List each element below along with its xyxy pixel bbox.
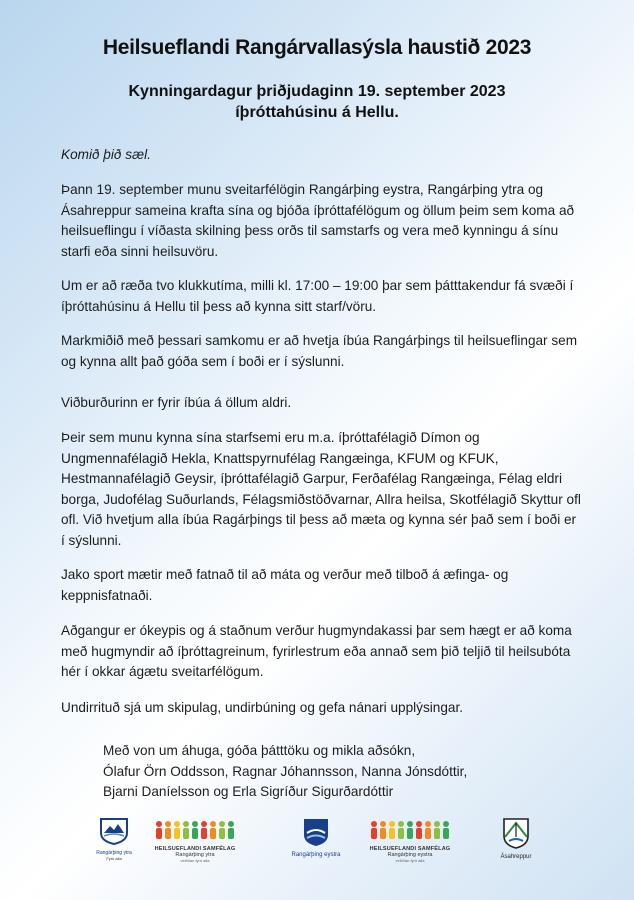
heilsueflandi-ytra-logo	[150, 819, 240, 863]
paragraph-time	[61, 276, 581, 317]
paragraph-goal	[61, 331, 581, 372]
logo-tagline: Fyrir alla	[106, 856, 122, 861]
rangarthing-ytra-logo	[92, 817, 136, 861]
paragraph-organizers	[61, 698, 581, 719]
logo-caption: Rangárþing eystra	[291, 852, 341, 858]
paragraph-text: Viðburðurinn er fyrir íbúa á öllum aldri.	[61, 395, 292, 410]
heilsueflandi-eystra-logo	[365, 819, 455, 863]
paragraph-text: Þeir sem munu kynna sína starfsemi eru m.a. íþróttafélagið Dímon og Ungmennafélagið Hekla, Knattspyrnufélag Rangæinga, KFUM og KFUK, Hestmannafélagið Geysir, íþróttafélagið Garpur, Ferðafélag Rangæinga, Félag eldri borga, Judofélag Suðurlands, Félagsmiðstöðvarnar, Allra heilsa, Skotfélagið Skyttur ofl ofl. Við hvetjum alla íbúa Ragárþings til þess að mæta og kynna sér það sem í boði er í sýslunni.	[61, 430, 581, 548]
asahreppur-logo	[496, 817, 536, 860]
logo-tagline: vellíðan fyrir alla	[180, 858, 210, 863]
paragraph-text: Þann 19. september munu sveitarfélögin Rangárþing eystra, Rangárþing ytra og Ásahreppur sameina krafta sína og bjóða íþróttafélögum og öllum þeim sem koma að heilsueflingu í víðasta skilning þess orðs til samstarfs og vera með kynningu á sínu starfi eða sinni heilsuvöru.	[61, 182, 575, 259]
signature-line: Ólafur Örn Oddsson, Ragnar Jóhannsson, Nanna Jónsdóttir,	[103, 763, 468, 779]
logo-strip	[0, 815, 634, 885]
rangarthing-ytra-emblem-icon	[99, 817, 129, 845]
signature-line: Bjarni Daníelsson og Erla Sigríður Sigurðardóttir	[103, 784, 394, 799]
paragraph-jako	[61, 565, 581, 606]
page-title: Heilsueflandi Rangárvallasýsla haustið 2023	[102, 36, 532, 59]
people-figures-icon	[368, 819, 452, 841]
people-figures-icon	[153, 819, 237, 841]
paragraph-audience	[61, 393, 581, 414]
paragraph-intro	[61, 180, 581, 262]
signature-line: Með von um áhuga, góða þátttöku og mikla aðsókn,	[103, 743, 416, 758]
logo-tagline: vellíðan fyrir alla	[395, 858, 425, 863]
event-date-line: Kynningardagur þriðjudaginn 19. september 2023	[128, 83, 506, 100]
logo-caption: HEILSUEFLANDI SAMFÉLAG	[369, 846, 451, 852]
logo-subcaption: Rangárþing ytra	[175, 852, 215, 858]
logo-subcaption: Rangárþing eystra	[387, 852, 433, 858]
logo-caption: HEILSUEFLANDI SAMFÉLAG	[154, 846, 236, 852]
paragraph-admission	[61, 621, 581, 683]
paragraph-text: Undirrituð sjá um skipulag, undirbúning og gefa nánari upplýsingar.	[61, 700, 464, 715]
paragraph-text: Markmiðið með þessari samkomu er að hvetja íbúa Rangárþings til heilsueflingar sem og kynna allt það góða sem í boði er í sýslunni.	[61, 333, 578, 369]
greeting-text: Komið þið sæl.	[61, 147, 151, 162]
greeting	[61, 145, 581, 166]
logo-caption: Rangárþing ytra	[96, 850, 132, 856]
paragraph-text: Aðgangur er ókeypis og á staðnum verður hugmyndakassi þar sem hægt er að koma með hugmyndir að íþróttagreinum, fyrirlestrum eða annað sem þið teljið til heilsubóta hér í okkar ágætu sveitarfélögum.	[61, 623, 572, 679]
logo-caption: Ásahreppur	[500, 854, 532, 860]
signature-block	[103, 741, 467, 803]
rangarthing-eystra-emblem-icon	[301, 817, 331, 847]
paragraph-text: Jako sport mætir með fatnað til að máta og verður með tilboð á æfinga- og keppnisfatnaði.	[61, 567, 509, 603]
asahreppur-emblem-icon	[501, 817, 531, 849]
paragraph-participants	[61, 428, 581, 551]
rangarthing-eystra-logo	[288, 817, 344, 858]
event-location-line: íþróttahúsinu á Hellu.	[235, 104, 399, 121]
paragraph-text: Um er að ræða tvo klukkutíma, milli kl. 17:00 – 19:00 þar sem þátttakendur fá svæði í íþróttahúsinu á Hellu til þess að kynna sitt starf/vöru.	[61, 278, 574, 314]
